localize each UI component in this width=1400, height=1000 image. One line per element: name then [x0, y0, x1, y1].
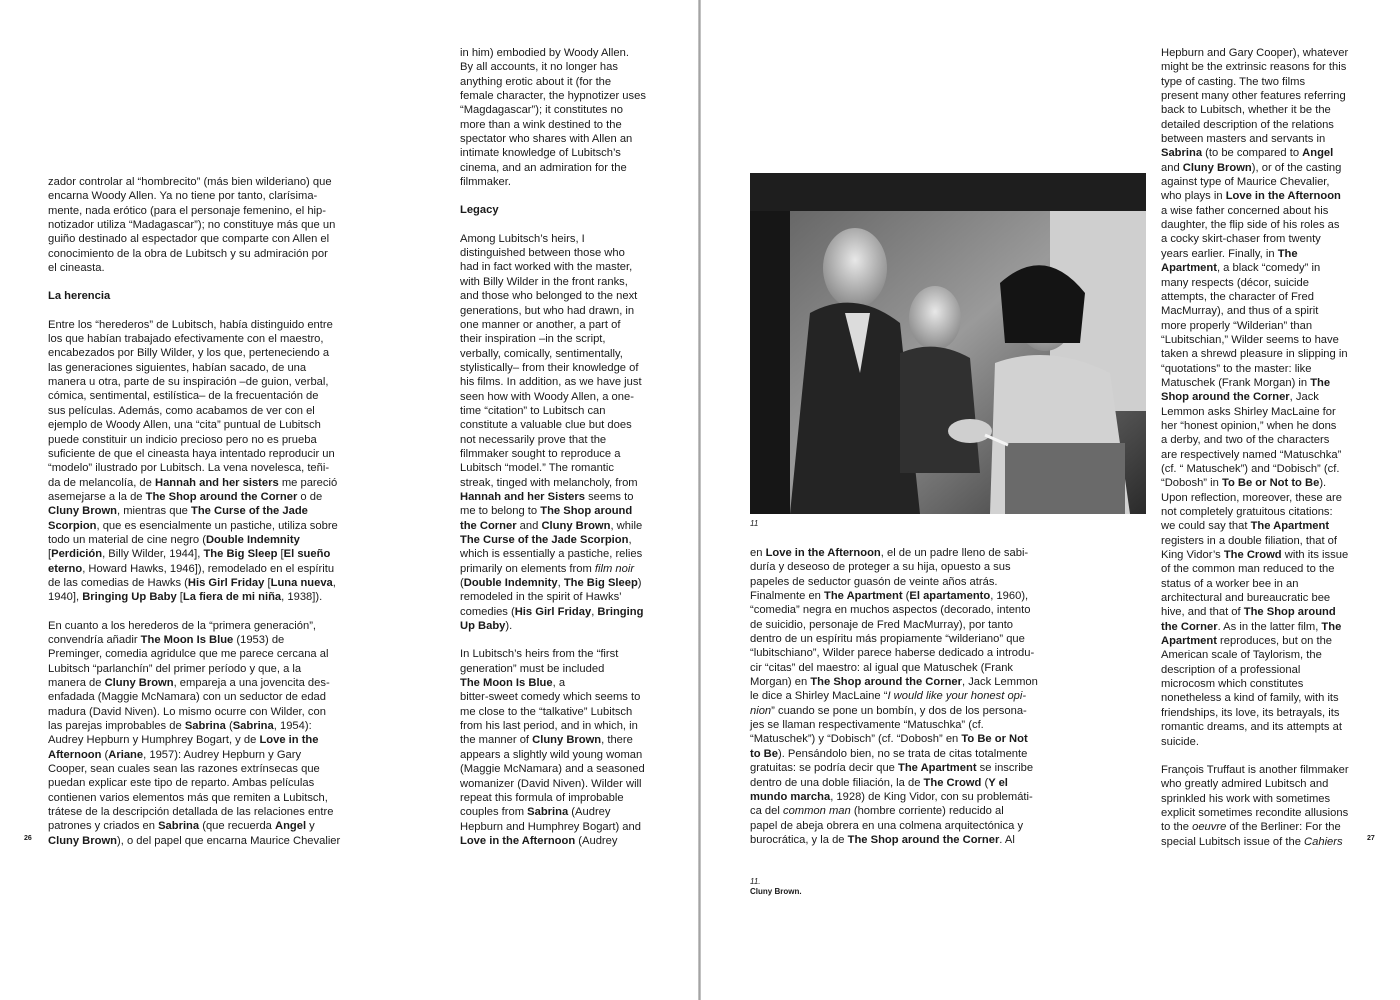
film-title: Angel [1302, 147, 1334, 160]
film-title: Cluny Brown [48, 834, 117, 847]
film-title: The Shop around the Corner [810, 676, 962, 689]
film-title: Angel [275, 820, 307, 833]
paragraph: en Love in the Afternoon, el de un padre lleno de sabi- duría y deseoso de proteger a su hija, opuesto a sus papeles de seductor guasón de veinte años atrás. Finalmente en The Apartment (El apartamento, 1960), “comedia” negra en muchos aspectos (decorado, intento de suicidio, personaje de Fred MacMurray), por tanto dentro de un espíritu más propiamente “wilderiano” que “lubitschiano”, Wilder parece haberse dedicado a introdu- cir “citas” del maestro: al igual que Matuschek (Frank Morgan) en The Shop around the Corner, Jack Lemmon le dice a Shirley MacLaine “I would like your honest opi- nion” cuando se pone un bombín, y dos de los persona- jes se llaman respectivamente “Matuschka” (cf. “Matuschek”) y “Dobisch” (cf. “Dobosh” en To Be or Not to Be). Pensándolo bien, no se trata de citas totalmente gratuitas: se podría decir que The Apartment se inscribe dentro de una doble filiación, la de The Crowd (Y el mundo marcha, 1928) de King Vidor, con su problemáti- ca del common man (hombre corriente) reducido al papel de abeja obrera en una colmena arquitectónica y burocrática, y la de The Shop around the Corner. Al [750, 547, 1038, 846]
film-title: Love in the Afternoon [48, 734, 319, 761]
film-title: Love in the Afternoon [460, 834, 576, 847]
film-title: La fiera de mi niña [182, 591, 282, 604]
film-title: Love in the Afternoon [765, 547, 881, 559]
film-title: Double Indemnity [463, 577, 558, 590]
column-spanish-left [48, 175, 348, 848]
paragraph: François Truffaut is another filmmaker who greatly admired Lubitsch and sprinkled his work with sometimes explicit sometimes recondite allusions to the oeuvre of the Berliner: For the special Lubitsch issue of the Cahiers [1161, 763, 1349, 848]
film-title: His Girl Friday [514, 605, 592, 618]
film-still-photo [750, 173, 1146, 514]
film-title: Double Indemnity [205, 533, 300, 546]
emphasis: film noir [594, 562, 635, 575]
film-title: Cluny Brown [48, 505, 117, 518]
film-title: Cluny Brown [532, 734, 602, 747]
film-title: The Moon Is Blue [140, 633, 234, 646]
film-title: Perdición [51, 548, 103, 561]
film-title: El apartamento [909, 590, 991, 603]
film-title: The Big Sleep [203, 548, 278, 561]
film-title: Hannah and her sisters [154, 476, 279, 489]
caption-title: Cluny Brown. [750, 887, 802, 896]
film-title: The Crowd [1223, 549, 1282, 562]
film-title: Love in the Afternoon [1225, 190, 1341, 203]
film-title: The Big Sleep [563, 577, 638, 590]
film-title: Hannah and her Sisters [460, 490, 585, 503]
film-title: Sabrina [184, 720, 226, 733]
film-title: Y el mundo marcha [750, 776, 1008, 803]
paragraph: Hepburn and Gary Cooper), whatever might be the extrinsic reasons for this type of casting. The two films present many other features referring back to Lubitsch, whether it be the detailed description of the relations between masters and servants in Sabrina (to be compared to Angel and Cluny Brown), or of the casting against type of Maurice Chevalier, who plays in Love in the Afternoon a wise father concerned about his daughter, the flip side of his roles as a cocky skirt-chaser from twenty years earlier. Finally, in The Apartment, a black “comedy” in many respects (décor, suicide attempts, the character of Fred MacMurray), and thus of a spirit more properly “Wilderian” than “Lubitschian,” Wilder seems to have taken a shrewd pleasure in slipping in “quotations” to the master: like Matuschek (Frank Morgan) in The Shop around the Corner, Jack Lemmon asks Shirley MacLaine for her “honest opinion,” when he dons a derby, and two of the characters are respectively named “Matuschka” (cf. “ Matuschek”) and “Dobisch” (cf. “Dobosh” in To Be or Not to Be). Upon reflection, moreover, these are not completely gratuitous citations: we could say that The Apartment registers in a double filiation, that of King Vidor’s The Crowd with its issue of the common man reduced to the status of a worker bee in an architectural and bureaucratic bee hive, and that of The Shop around the Corner. As in the latter film, The Apartment reproduces, but on the American scale of Taylorism, the description of a professional microcosm which constitutes nonetheless a kind of family, with its friendships, its love, its betrayals, its romantic dreams, and its attempts at suicide. [1161, 47, 1349, 748]
emphasis: oeuvre [1192, 821, 1227, 834]
film-title: Sabrina [158, 820, 200, 833]
film-title: Cluny Brown [1182, 161, 1252, 174]
film-title: The Shop around the Corner [847, 833, 1000, 846]
film-title: The Shop around the Corner [1161, 376, 1331, 404]
film-title: Bringing Up Baby [460, 605, 644, 633]
film-title: The Moon Is Blue [460, 677, 553, 690]
film-title: The Curse of the Jade Scorpion [460, 534, 629, 546]
emphasis: common man [782, 805, 851, 818]
film-title: Sabrina [232, 720, 274, 733]
film-title: His Girl Friday [187, 576, 265, 589]
film-title: To Be or Not to Be [750, 733, 1028, 760]
paragraph: Among Lubitsch’s heirs, I distinguished between those who had in fact worked with the master, with Billy Wilder in the front ranks, and those who belonged to the next generations, but who had drawn, in one manner or another, a part of their inspiration –in the script, verbally, comically, sentimentally, stylistically– from their knowledge of his films. In addition, as we have just seen how with Woody Allen, a one- time “citation” to Lubitsch can constitute a valuable clue but does not necessarily prove that the filmmaker sought to reproduce a Lubitsch “model.” The romantic streak, tinged with melancholy, from Hannah and her Sisters seems to me to belong to The Shop around the Corner and Cluny Brown, while The Curse of the Jade Scorpion, which is essentially a pastiche, relies primarily on elements from film noir (Double Indemnity, The Big Sleep) remodeled in the spirit of Hawks’ comedies (His Girl Friday, Bringing Up Baby). [460, 232, 644, 633]
film-title: El sueño eterno [48, 548, 331, 575]
page-number-right: 27 [1367, 835, 1375, 842]
book-gutter [698, 0, 701, 1000]
film-title: Cluny Brown [541, 519, 611, 532]
column-english-right [1161, 46, 1361, 849]
film-title: To Be or Not to Be [1221, 477, 1320, 490]
film-title: Luna nueva [270, 576, 333, 589]
page-number-left: 26 [24, 835, 32, 842]
film-title: Sabrina [1161, 147, 1203, 160]
paragraph: In Lubitsch’s heirs from the “first generation” must be included The Moon Is Blue, a bitter-sweet comedy which seems to me close to the “talkative” Lubitsch from his last period, and in which, in the manner of Cluny Brown, there appears a slightly wild young woman (Maggie McNamara) and a seasoned womanizer (David Niven). Wilder will repeat this formula of improbable couples from Sabrina (Audrey Hepburn and Humphrey Bogart) and Love in the Afternoon (Audrey [460, 648, 645, 847]
paragraph: Entre los “herederos” de Lubitsch, había distinguido entre los que habían trabajado efectivamente con el maestro, encabezados por Billy Wilder, y los que, perteneciendo a las generaciones siguientes, habían sacado, de una manera u otra, parte de su inspiración –de guion, verbal, cómica, sentimental, estilística– de la frecuentación de sus películas. Además, como acabamos de ver con el ejemplo de Woody Allen, una “cita” puntual de Lubitsch puede constituir un indicio precioso pero no es prueba suficiente de que el cineasta haya intentado reproducir un “modelo” ilustrado por Lubitsch. La vena novelesca, teñi- da de melancolía, de Hannah and her sisters me pareció asemejarse a la de The Shop around the Corner o de Cluny Brown, mientras que The Curse of the Jade Scorpion, que es esencialmente un pastiche, utiliza sobre todo un material de cine negro (Double Indemnity [Perdición, Billy Wilder, 1944], The Big Sleep [El sueño eterno, Howard Hawks, 1946]), remodelado en el espíritu de las comedias de Hawks (His Girl Friday [Luna nueva, 1940], Bringing Up Baby [La fiera de mi niña, 1938]). [48, 318, 338, 604]
caption-number: 11. [750, 877, 761, 886]
paragraph: in him) embodied by Woody Allen. By all accounts, it no longer has anything erotic about it (for the female character, the hypnotizer uses “Magdagascar”); it constitutes no more than a wink destined to the spectator who shares with Allen an intimate knowledge of Lubitsch’s cinema, and an admiration for the filmmaker. [460, 47, 646, 189]
film-title: The Shop around the Corner [1161, 606, 1336, 633]
column-english-left [460, 46, 660, 848]
paragraph: zador controlar al “hombrecito” (más bien wilderiano) que encarna Woody Allen. Ya no tiene por tanto, clarísima- mente, nada erótico (para el personaje femenino, el hip- notizador utiliza “Madagascar”); no constituye más que un guiño destinado al espectador que comparte con Allen el conocimiento de la obra de Lubitsch y su admiración por el cineasta. [48, 176, 336, 275]
film-title: The Apartment [898, 762, 977, 775]
film-title: The Apartment [1161, 620, 1342, 648]
paragraph: En cuanto a los herederos de la “primera generación”, convendría añadir The Moon Is Blue (1953) de Preminger, comedia agridulce que me parece cercana al Lubitsch “parlanchín” del primer período y que, a la manera de Cluny Brown, empareja a una jovencita des- enfadada (Maggie McNamara) con un seductor de edad madura (David Niven). Lo mismo ocurre con Wilder, con las parejas improbables de Sabrina (Sabrina, 1954): Audrey Hepburn y Humphrey Bogart, y de Love in the Afternoon (Ariane, 1957): Audrey Hepburn y Gary Cooper, sean cuales sean las razones extrínsecas que puedan explicar este tipo de reparto. Ambas películas contienen varios elementos más que remiten a Lubitsch, trátese de la descripción detallada de las relaciones entre patrones y criados en Sabrina (que recuerda Angel y Cluny Brown), o del papel que encarna Maurice Chevalier [48, 619, 341, 847]
film-title: Sabrina [527, 806, 569, 819]
film-title: The Apartment [824, 590, 903, 603]
film-title: The Apartment [1250, 520, 1330, 533]
film-title: Ariane [108, 748, 144, 761]
film-title: The Apartment [1161, 247, 1298, 275]
figure-number: 11 [750, 519, 759, 528]
film-still-illustration [750, 173, 1146, 514]
emphasis: Cahiers [1304, 835, 1343, 848]
emphasis: I would like your honest opi- nion [750, 690, 1027, 717]
film-title: The Curse of the Jade Scorpion [48, 505, 308, 532]
film-title: The Shop around the Corner [460, 505, 633, 532]
film-title: Bringing Up Baby [82, 591, 177, 604]
section-heading: La herencia [48, 290, 111, 303]
section-heading: Legacy [460, 204, 499, 217]
film-title: Cluny Brown [104, 677, 174, 689]
film-title: The Shop around the Corner [145, 490, 298, 503]
film-title: The Crowd [923, 776, 982, 789]
column-spanish-right [750, 546, 1050, 847]
